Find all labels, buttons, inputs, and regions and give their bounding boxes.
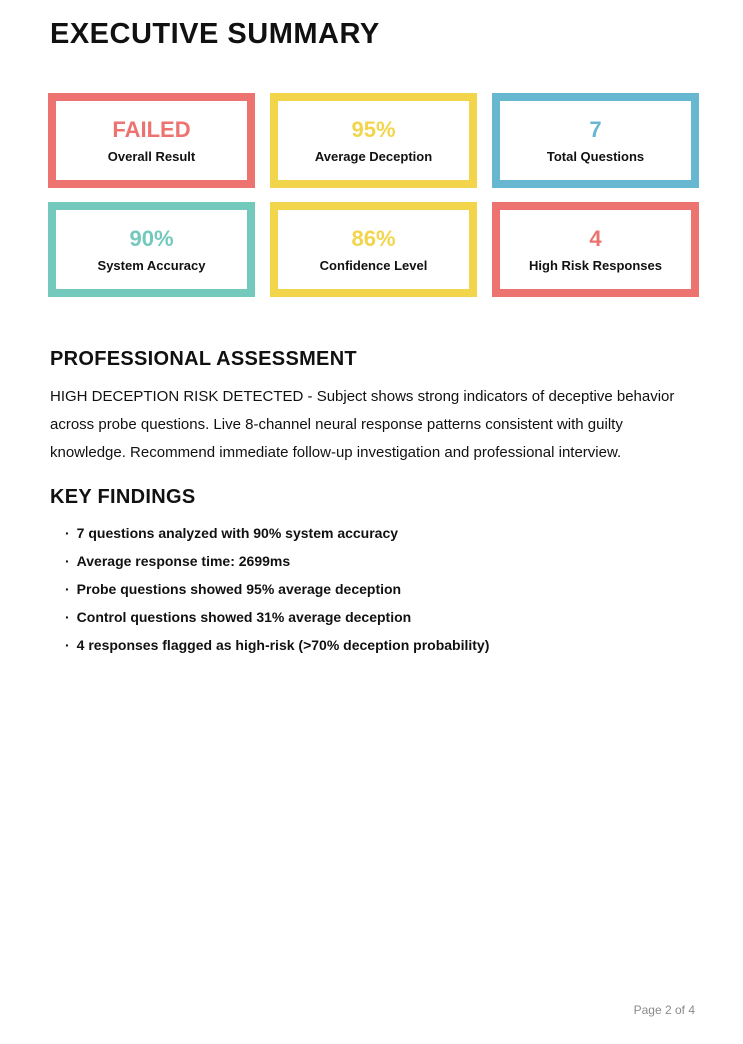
metric-card-total-questions xyxy=(492,93,699,188)
metric-value: 86% xyxy=(351,225,396,251)
finding-item xyxy=(65,554,693,568)
finding-text: 7 questions analyzed with 90% system accuracy xyxy=(76,525,399,541)
finding-text: Probe questions showed 95% average deception xyxy=(76,581,402,597)
metric-card-confidence-level xyxy=(270,202,477,297)
bullet-icon: · xyxy=(65,581,70,597)
metric-label: Average Deception xyxy=(314,148,433,164)
finding-item xyxy=(65,610,693,624)
metric-value: FAILED xyxy=(112,116,191,142)
finding-text: 4 responses flagged as high-risk (>70% deception probability) xyxy=(76,637,490,653)
bullet-icon: · xyxy=(65,553,70,569)
assessment-heading: PROFESSIONAL ASSESSMENT xyxy=(50,348,357,370)
finding-text: Control questions showed 31% average deception xyxy=(76,609,412,625)
findings-list xyxy=(65,526,693,652)
assessment-body: HIGH DECEPTION RISK DETECTED - Subject shows strong indicators of deceptive behavior across probe questions. Live 8-channel neural response patterns consistent with guilty knowledge. Recommend immediate follow-up investigation and professional interview. xyxy=(50,388,675,461)
finding-item xyxy=(65,638,693,652)
finding-item xyxy=(65,526,693,540)
bullet-icon: · xyxy=(65,525,70,541)
finding-item xyxy=(65,582,693,596)
page-number: Page 2 of 4 xyxy=(633,1003,695,1017)
metric-card-overall-result xyxy=(48,93,255,188)
metric-label: Confidence Level xyxy=(319,257,428,273)
metric-value: 7 xyxy=(589,116,602,142)
metric-label: Total Questions xyxy=(546,148,645,164)
finding-text: Average response time: 2699ms xyxy=(76,553,291,569)
metric-value: 4 xyxy=(589,225,602,251)
metric-label: Overall Result xyxy=(107,148,196,164)
bullet-icon: · xyxy=(65,637,70,653)
metric-value: 95% xyxy=(351,116,396,142)
metrics-grid xyxy=(48,93,699,297)
findings-heading: KEY FINDINGS xyxy=(50,486,196,508)
metric-card-system-accuracy xyxy=(48,202,255,297)
page-title: EXECUTIVE SUMMARY xyxy=(50,18,380,50)
metric-label: High Risk Responses xyxy=(529,257,662,273)
metric-label: System Accuracy xyxy=(97,257,206,273)
bullet-icon: · xyxy=(65,609,70,625)
metric-value: 90% xyxy=(129,225,174,251)
metric-card-average-deception xyxy=(270,93,477,188)
metric-card-high-risk-responses xyxy=(492,202,699,297)
